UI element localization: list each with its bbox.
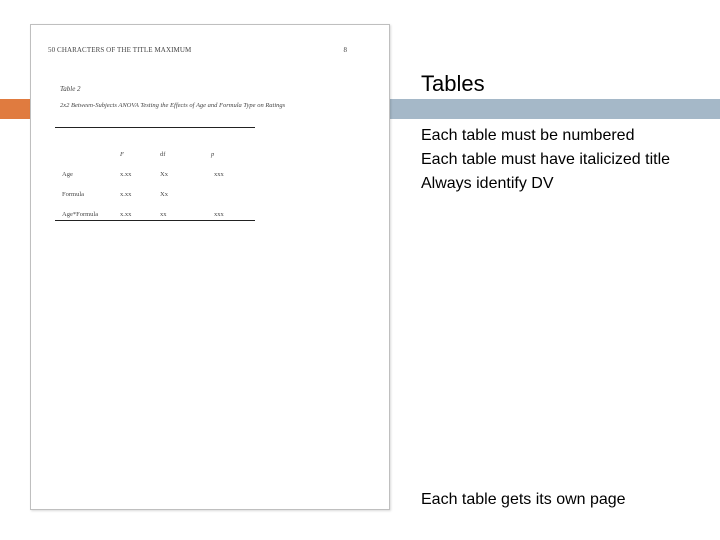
slide-title: Tables bbox=[421, 71, 485, 96]
cell-p: xxx bbox=[214, 171, 224, 178]
page-number: 8 bbox=[343, 46, 347, 54]
table-top-rule bbox=[55, 127, 255, 128]
column-header-p: p bbox=[211, 151, 215, 158]
cell-f: x.xx bbox=[120, 191, 132, 198]
bullet-item: Always identify DV bbox=[421, 175, 554, 192]
document-page-image bbox=[30, 24, 390, 510]
bullet-list bbox=[421, 124, 670, 196]
accent-bar-left bbox=[0, 99, 30, 119]
table-label: Table 2 bbox=[60, 85, 81, 93]
cell-df: Xx bbox=[160, 171, 168, 178]
cell-df: xx bbox=[160, 211, 167, 218]
row-label: Age*Formula bbox=[62, 211, 99, 218]
column-header-f: F bbox=[120, 151, 124, 158]
table-bottom-rule bbox=[55, 220, 255, 221]
table-title: 2x2 Between-Subjects ANOVA Testing the Effects of Age and Formula Type on Ratings bbox=[60, 102, 286, 109]
cell-p: xxx bbox=[214, 211, 224, 218]
column-header-df: df bbox=[160, 151, 166, 158]
cell-f: x.xx bbox=[120, 211, 132, 218]
accent-bar-right bbox=[390, 99, 720, 119]
running-head: 50 CHARACTERS OF THE TITLE MAXIMUM bbox=[48, 46, 192, 54]
bullet-item: Each table must have italicized title bbox=[421, 151, 671, 168]
cell-f: x.xx bbox=[120, 171, 132, 178]
cell-df: Xx bbox=[160, 191, 168, 198]
row-label: Formula bbox=[62, 191, 85, 198]
bullet-item: Each table must be numbered bbox=[421, 127, 635, 144]
footer-note: Each table gets its own page bbox=[421, 491, 626, 508]
row-label: Age bbox=[62, 171, 73, 178]
